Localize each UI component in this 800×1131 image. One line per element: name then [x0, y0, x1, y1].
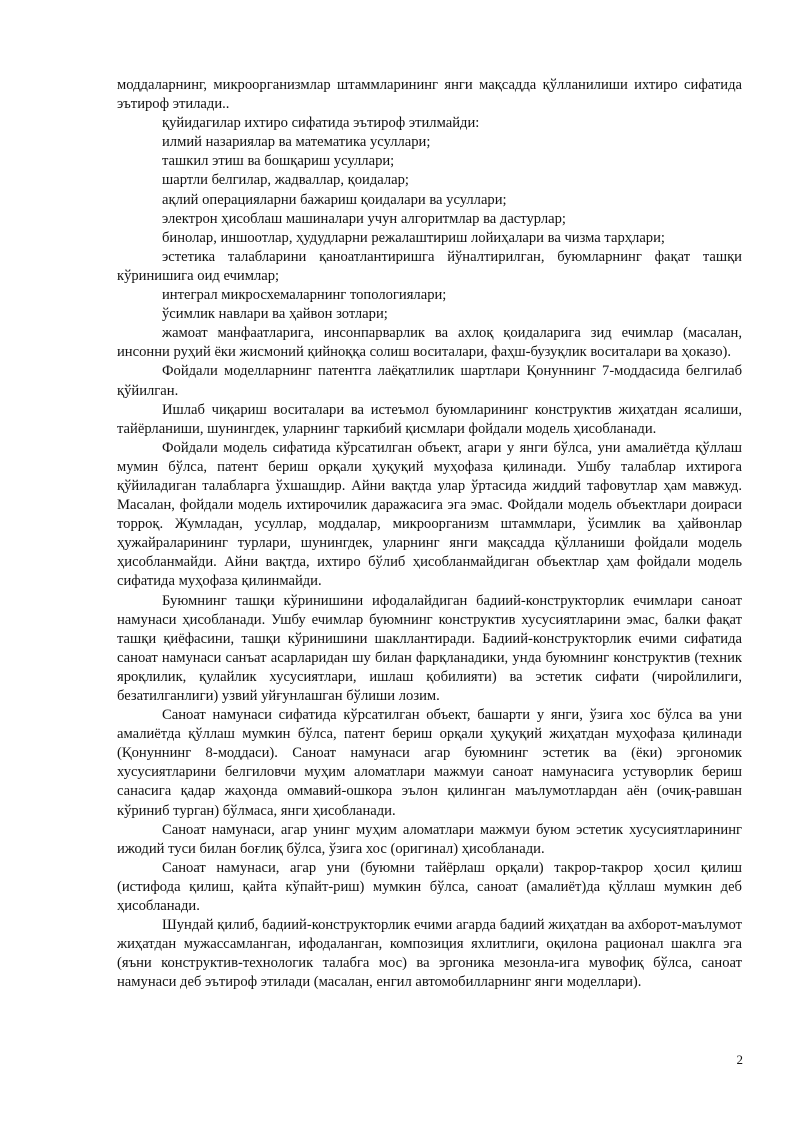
list-item: шартли белгилар, жадваллар, қоидалар;	[162, 172, 409, 189]
paragraph: Саноат намунаси, агар уни (буюмни тайёрлаш орқали) такрор-такрор ҳосил қилиш (истифода қилиш, қайта кўпайт-риш) мумкин бўлса, саноат (амалиёт)да қўллаш мумкин деб ҳисобланади.	[117, 859, 742, 915]
list-item: жамоат манфаатларига, инсонпарварлик ва ахлоқ қоидаларига зид ечимлар (масалан, инсонни руҳий ёки жисмоний қийноққа солиш воситалари, фаҳш-бузуқлик воситалари ва ҳоказо).	[117, 325, 742, 361]
paragraph-list-intro: қуйидагилар ихтиро сифатида эътироф этилмайди:	[162, 115, 480, 132]
list-item: ақлий операцияларни бажариш қоидалари ва усуллари;	[162, 191, 507, 208]
paragraph: Фойдали модель сифатида кўрсатилган объект, агари у янги бўлса, уни амалиётда қўллаш мумин бўлса, патент бериш орқали ҳуқуқий муҳофаза қилинади. Ушбу талаблар ихтирога қўйиладиган талабларга ўхшашдир. Айни вақтда улар ўртасида жиддий тафовутлар ҳам мавжуд. Масалан, фойдали модель ихтирочилик даражасига эга эмас. Фойдали модель объектлари доираси торроқ. Жумладан, усуллар, моддалар, микроорганизм штаммлари, ўсимлик ва ҳайвонлар ҳужайраларининг турлари, шунингдек, уларнинг янги мақсадда қўлланиши фойдали модель ҳисобланмайди. Айни вақтда, ихтиро бўлиб ҳисобланмайдиган объектлар ҳам фойдали модель сифатида муҳофаза қилинмайди.	[117, 439, 742, 590]
list-item: ташкил этиш ва бошқариш усуллари;	[162, 153, 395, 170]
list-item: ўсимлик навлари ва ҳайвон зотлари;	[162, 306, 388, 323]
list-item: илмий назариялар ва математика усуллари;	[162, 134, 431, 151]
list-item: бинолар, иншоотлар, ҳудудларни режалаштириш лойиҳалари ва чизма тарҳлари;	[162, 229, 665, 246]
paragraph-continuation: моддаларнинг, микроорганизмлар штаммларининг янги мақсадда қўлланилиши ихтиро сифатида эътироф этилади..	[117, 77, 742, 113]
paragraph: Буюмнинг ташқи кўринишини ифодалайдиган бадиий-конструкторлик ечимлари саноат намунаси ҳисобланади. Ушбу ечимлар буюмнинг конструктив хусусиятларини эмас, балки фақат ташқи қиёфасини, ташқи кўринишини шакллантиради. Бадиий-конструкторлик ечими сифатида саноат намунаси санъат асарларидан шу билан фарқланадики, унда буюмнинг конструктив (техник яроқлилик, қулайлик хусусиятлари, ишлаш қобилияти) ва эстетик сифати (чиройлилиги, безатилганлиги) узвий уйғунлашган бўлиши лозим.	[117, 592, 742, 704]
paragraph: Саноат намунаси, агар унинг муҳим аломатлари мажмуи буюм эстетик хусусиятларининг ижодий туси билан боғлиқ бўлса, ўзига хос (оригинал) ҳисобланади.	[117, 821, 742, 857]
list-item: электрон ҳисоблаш машиналари учун алгоритмлар ва дастурлар;	[162, 210, 566, 227]
paragraph: Саноат намунаси сифатида кўрсатилган объект, башарти у янги, ўзига хос бўлса ва уни амалиётда қўллаш мумкин бўлса, патент бериш орқали ҳуқуқий жиҳатдан муҳофаза қилинади (Қонуннинг 8-моддаси). Саноат намунаси агар буюмнинг эстетик ва (ёки) эргономик хусусиятларини белгиловчи муҳим аломатлари мажмуи саноат намунасига устуворлик бериш санасига қадар жаҳонда оммавий-ошкора эълон қилинган маълумотлардан аён (очиқ-равшан кўриниб турган) бўлмаса, янги ҳисобланади.	[117, 707, 742, 819]
document-body	[117, 76, 742, 993]
page-number: 2	[736, 1052, 743, 1067]
list-item: эстетика талабларини қаноатлантиришга йўналтирилган, буюмларнинг фақат ташқи кўринишига оид ечимлар;	[117, 248, 742, 284]
paragraph: Шундай қилиб, бадиий-конструкторлик ечими агарда бадиий жиҳатдан ва ахборот-маълумот жиҳатдан мужассамланган, ифодаланган, композиция яхлитлиги, оқилона рационал шаклга эга (яъни конструктив-технологик талабга мос) ва эргоника мезонла-ига мувофиқ бўлса, саноат намунаси деб эътироф этилади (масалан, енгил автомобилларнинг янги моделлари).	[117, 917, 742, 991]
list-item: интеграл микросхемаларнинг топологиялари;	[162, 287, 447, 304]
paragraph: Фойдали моделларнинг патентга лаёқатлилик шартлари Қонуннинг 7-моддасида белгилаб қўйилган.	[117, 363, 742, 399]
paragraph: Ишлаб чиқариш воситалари ва истеъмол буюмларининг конструктив жиҳатдан ясалиши, тайёрланиши, шунингдек, уларнинг таркибий қисмлари фойдали модель ҳисобланади.	[117, 401, 742, 437]
